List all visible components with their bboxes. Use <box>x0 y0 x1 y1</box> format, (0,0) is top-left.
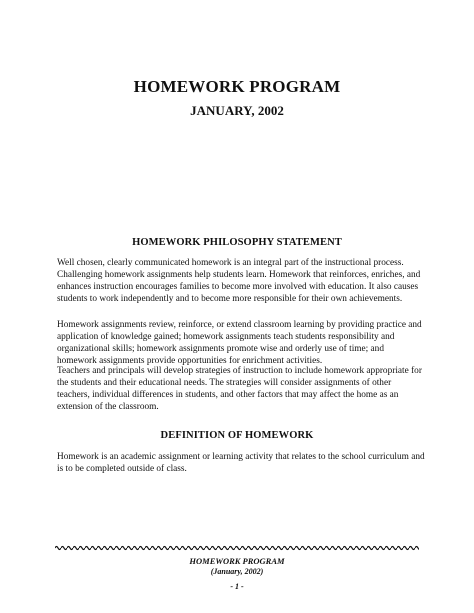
document-date: JANUARY, 2002 <box>190 103 284 118</box>
footer-title: HOMEWORK PROGRAM <box>189 556 285 566</box>
document-title: HOMEWORK PROGRAM <box>133 77 341 96</box>
decorative-rule <box>55 544 419 552</box>
paragraph: Teachers and principals will develop strategies of instruction to include homework appropriate for the students and their educational needs. The strategies will consider assignments of other teachers, individual differences in students, and other factors that may affect the home as an extension of the classroom. <box>57 366 422 413</box>
section-heading-philosophy: HOMEWORK PHILOSOPHY STATEMENT <box>132 237 342 248</box>
page-number: - 1 - <box>230 582 244 591</box>
paragraph: Homework is an academic assignment or learning activity that relates to the school curriculum and is to be completed outside of class. <box>57 452 425 475</box>
footer-date: (January, 2002) <box>210 567 264 576</box>
paragraph: Homework assignments review, reinforce, or extend classroom learning by providing practice and application of knowledge gained; homework assignments teach students responsibility and organizational skills; homework assignments promote wise and orderly use of time; and homework assignments provide opportunities for enrichment activities. <box>57 320 422 367</box>
section-heading-definition: DEFINITION OF HOMEWORK <box>160 430 314 441</box>
paragraph: Well chosen, clearly communicated homework is an integral part of the instructional process. Challenging homework assignments help students learn. Homework that reinforces, enriches, and enhances instruction encourages families to become more involved with education. It also causes students to work independently and to become more responsible for their own achievements. <box>57 258 421 305</box>
